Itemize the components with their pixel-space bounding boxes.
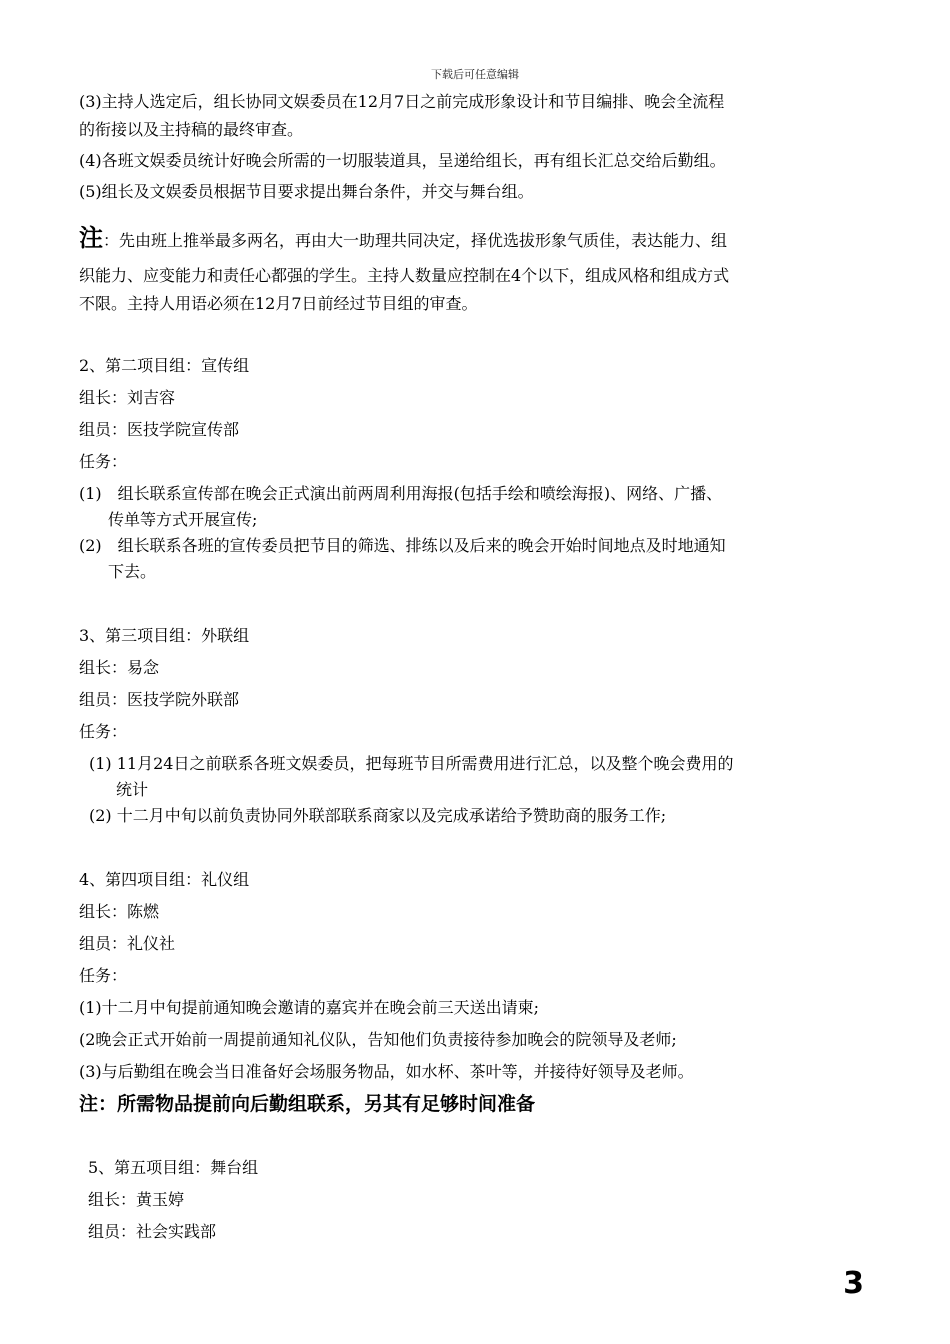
section-2-tasks-label: 任务： <box>79 452 128 471</box>
section-3-tasks-label: 任务： <box>79 722 128 741</box>
section-3-members: 组员：医技学院外联部 <box>79 690 240 709</box>
section-2-task-1-line-1: (1) 组长联系宣传部在晚会正式演出前两周利用海报(包括手绘和喷绘海报)、网络、广播、 <box>79 484 723 503</box>
section-5-leader: 组长：黄玉婷 <box>88 1190 185 1209</box>
section-4-task-1: (1)十二月中旬提前通知晚会邀请的嘉宾并在晚会前三天送出请柬; <box>79 998 540 1017</box>
item-5: (5)组长及文娱委员根据节目要求提出舞台条件，并交与舞台组。 <box>79 182 534 201</box>
section-3-task-1-line-1: (1) 11月24日之前联系各班文娱委员，把每班节目所需费用进行汇总，以及整个晚会费用的 <box>89 754 734 773</box>
note-mark: 注 <box>79 224 103 252</box>
note-paragraph-line-1 <box>79 224 728 252</box>
section-4-tasks-label: 任务： <box>79 966 128 985</box>
section-3-title: 3、第三项目组：外联组 <box>79 626 250 645</box>
section-3-task-2: (2) 十二月中旬以前负责协同外联部联系商家以及完成承诺给予赞助商的服务工作; <box>89 806 667 825</box>
page-header: 下载后可任意编辑 <box>431 68 519 81</box>
section-2-title: 2、第二项目组：宣传组 <box>79 356 250 375</box>
item-3-line-2: 的衔接以及主持稿的最终审查。 <box>79 120 304 139</box>
section-4-title: 4、第四项目组：礼仪组 <box>79 870 250 889</box>
section-4-task-3: (3)与后勤组在晚会当日准备好会场服务物品，如水杯、茶叶等，并接待好领导及老师。 <box>79 1062 694 1081</box>
note-text-1: ：先由班上推举最多两名，再由大一助理共同决定，择优选拔形象气质佳，表达能力、组 <box>103 231 728 250</box>
note-paragraph-line-2: 织能力、应变能力和责任心都强的学生。主持人数量应控制在4个以下，组成风格和组成方式 <box>79 266 730 285</box>
section-4-note: 注：所需物品提前向后勤组联系，另其有足够时间准备 <box>79 1093 536 1115</box>
section-2-task-2-line-2: 下去。 <box>108 562 157 581</box>
section-2-leader: 组长：刘吉容 <box>79 388 176 407</box>
section-4-task-2: (2晚会正式开始前一周提前通知礼仪队，告知他们负责接待参加晚会的院领导及老师; <box>79 1030 677 1049</box>
page-number: 3 <box>843 1266 864 1301</box>
item-4: (4)各班文娱委员统计好晚会所需的一切服装道具，呈递给组长，再有组长汇总交给后勤组。 <box>79 151 726 170</box>
note-paragraph-line-3: 不限。主持人用语必须在12月7日前经过节目组的审查。 <box>79 294 478 313</box>
section-5-title: 5、第五项目组：舞台组 <box>88 1158 259 1177</box>
section-3-leader: 组长：易念 <box>79 658 160 677</box>
section-2-task-1-line-2: 传单等方式开展宣传; <box>108 510 258 529</box>
section-4-members: 组员：礼仪社 <box>79 934 176 953</box>
item-3-line-1: (3)主持人选定后，组长协同文娱委员在12月7日之前完成形象设计和节目编排、晚会全流程 <box>79 92 725 111</box>
section-5-members: 组员：社会实践部 <box>88 1222 217 1241</box>
section-2-members: 组员：医技学院宣传部 <box>79 420 240 439</box>
section-4-leader: 组长：陈燃 <box>79 902 160 921</box>
section-2-task-2-line-1: (2) 组长联系各班的宣传委员把节目的筛选、排练以及后来的晚会开始时间地点及时地通知 <box>79 536 726 555</box>
section-3-task-1-line-2: 统计 <box>116 780 149 799</box>
